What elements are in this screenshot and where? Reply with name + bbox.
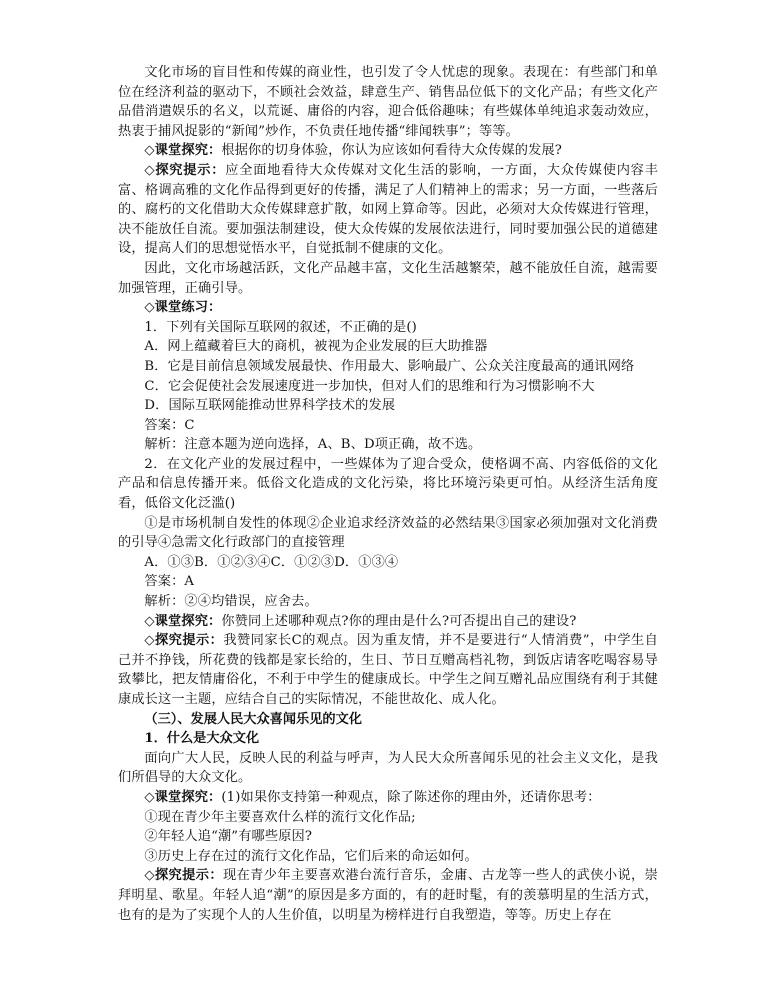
paragraph-text: ③历史上存在过的流行文化作品，它们后来的命运如何。 xyxy=(144,848,478,864)
paragraph xyxy=(118,592,658,612)
paragraph-label: ◇课堂探究： xyxy=(144,143,222,159)
paragraph-text: 我赞同家长C的观点。因为重友情，并不是要进行“人情消费”，中学生自己并不挣钱，所花费的钱都是家长给的，生日、节日互赠高档礼物，到饭店请客吃喝容易导致攀比，把友情庸俗化，不利于中学生的健康成长。中学生之间互赠礼品应围绕有利于其健康成长这一主题，应结合自己的实际情况，不能世故化、成人化。 xyxy=(118,633,658,707)
paragraph-text: C．它会促使社会发展速度进一步加快，但对人们的思维和行为习惯影响不大 xyxy=(144,378,595,394)
paragraph xyxy=(118,259,658,298)
paragraph xyxy=(118,455,658,514)
paragraph-text: 解析：注意本题为逆向选择，A、B、D项正确，故不选。 xyxy=(144,437,482,453)
paragraph-label: ◇课堂练习： xyxy=(144,300,222,316)
paragraph-text: A．网上蕴藏着巨大的商机，被视为企业发展的巨大助推器 xyxy=(144,339,488,355)
paragraph xyxy=(118,141,658,161)
sub-heading: 1．什么是大众文化 xyxy=(144,731,260,747)
paragraph-text: ①现在青少年主要喜欢什么样的流行文化作品; xyxy=(144,809,416,825)
paragraph-label: ◇探究提示： xyxy=(144,868,223,884)
paragraph xyxy=(118,435,658,455)
paragraph-text: 根据你的切身体验，你认为应该如何看待大众传媒的发展? xyxy=(221,143,563,159)
paragraph xyxy=(118,318,658,338)
paragraph xyxy=(118,866,658,925)
paragraph xyxy=(118,416,658,436)
paragraph-text: (1)如果你支持第一种观点，除了陈述你的理由外，还请你思考： xyxy=(221,789,601,805)
paragraph-text: 答案：C xyxy=(144,417,195,433)
paragraph-text: B．它是目前信息领域发展最快、作用最大、影响最广、公众关注度最高的通讯网络 xyxy=(144,358,635,374)
paragraph xyxy=(118,63,658,141)
paragraph xyxy=(118,788,658,808)
paragraph-text: 面向广大人民，反映人民的利益与呼声，为人民大众所喜闻乐见的社会主义文化，是我们所倡导的大众文化。 xyxy=(118,750,658,786)
paragraph-text: D．国际互联网能推动世界科学技术的发展 xyxy=(144,398,396,414)
paragraph-text: 2．在文化产业的发展过程中，一些媒体为了迎合受众，使格调不高、内容低俗的文化产品和信息传播开来。低俗文化造成的文化污染，将比环境污染更可怕。从经济生活角度看，低俗文化泛滥() xyxy=(118,456,658,512)
paragraph-text: 解析：②④均错误，应舍去。 xyxy=(144,594,318,610)
paragraph-text: 答案：A xyxy=(144,574,195,590)
paragraph xyxy=(118,808,658,828)
paragraph-text: ①是市场机制自发性的体现②企业追求经济效益的必然结果③国家必须加强对文化消费的引导④急需文化行政部门的直接管理 xyxy=(118,515,658,551)
paragraph-label: ◇课堂探究： xyxy=(144,613,222,629)
paragraph xyxy=(118,377,658,397)
paragraph xyxy=(118,749,658,788)
paragraph xyxy=(118,631,658,709)
paragraph-label: ◇探究提示： xyxy=(144,633,224,649)
paragraph-text: 现在青少年主要喜欢港台流行音乐，金庸、古龙等一些人的武侠小说，崇拜明星、歌星。年轻人追“潮”的原因是多方面的，有的赶时髦，有的羡慕明星的生活方式，也有的是为了实现个人的人生价值，以明星为榜样进行自我塑造，等等。历史上存在 xyxy=(118,868,658,923)
paragraph-label: ◇课堂探究： xyxy=(144,789,222,805)
paragraph-text: 应全面地看待大众传媒对文化生活的影响，一方面，大众传媒使内容丰富、格调高雅的文化作品得到更好的传播，满足了人们精神上的需求；另一方面，一些落后的、腐朽的文化借助大众传媒肆意扩散，如网上算命等。因此，必须对大众传媒进行管理，决不能放任自流。要加强法制建设，使大众传媒的发展依法进行，同时要加强公民的道德建设，提高人们的思想觉悟水平，自觉抵制不健康的文化。 xyxy=(118,162,658,257)
paragraph xyxy=(118,572,658,592)
paragraph xyxy=(118,357,658,377)
paragraph xyxy=(118,298,658,318)
paragraph xyxy=(118,847,658,867)
paragraph xyxy=(118,612,658,632)
paragraph xyxy=(118,396,658,416)
document-body-part1 xyxy=(118,63,658,710)
paragraph-text: 文化市场的盲目性和传媒的商业性，也引发了令人忧虑的现象。表现在：有些部门和单位在经济利益的驱动下，不顾社会效益，肆意生产、销售品位低下的文化产品；有些文化产品借消遣娱乐的名义，以荒诞、庸俗的内容，迎合低俗趣味；有些媒体单纯追求轰动效应，热衷于捕风捉影的“新闻”炒作，不负责任地传播“绯闻轶事”；等等。 xyxy=(118,65,658,139)
paragraph-text: ②年轻人追“潮”有哪些原因? xyxy=(144,829,313,845)
paragraph-label: ◇探究提示： xyxy=(144,162,226,178)
paragraph xyxy=(118,514,658,553)
paragraph xyxy=(118,553,658,573)
document-body-part2 xyxy=(118,749,658,925)
paragraph xyxy=(118,337,658,357)
paragraph-text: 你赞同上述哪种观点?你的理由是什么?可否提出自己的建设? xyxy=(221,613,577,629)
paragraph xyxy=(118,827,658,847)
paragraph-text: 因此，文化市场越活跃，文化产品越丰富，文化生活越繁荣，越不能放任自流，越需要加强管理，正确引导。 xyxy=(118,260,658,296)
paragraph-text: A．①③B．①②③④C．①②③D．①③④ xyxy=(144,554,399,570)
paragraph xyxy=(118,161,658,259)
paragraph-text: 1．下列有关国际互联网的叙述，不正确的是() xyxy=(144,319,417,335)
section-heading: （三）、发展人民大众喜闻乐见的文化 xyxy=(144,711,362,727)
